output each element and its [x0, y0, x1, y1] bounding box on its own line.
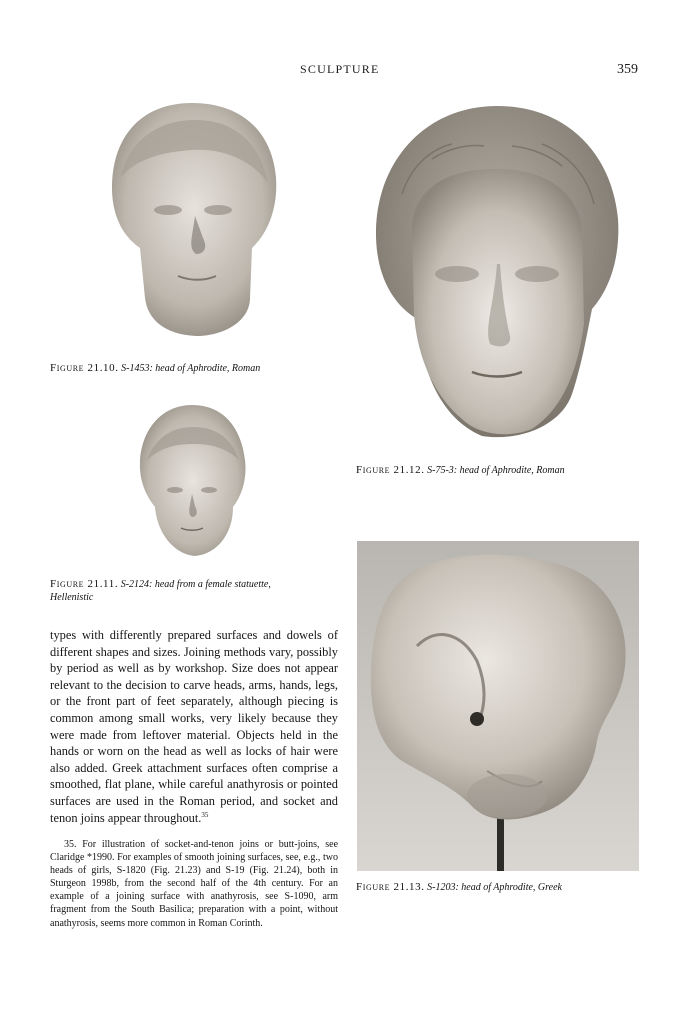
figure-21-11-caption: [50, 578, 271, 604]
figure-description-line2: Hellenistic: [50, 592, 94, 603]
figure-21-13-caption: [356, 881, 562, 894]
footnote-reference: 35: [201, 810, 209, 819]
figure-description: S-1453: head of Aphrodite, Roman: [121, 363, 261, 374]
body-paragraph: [50, 627, 338, 826]
figure-21-10-photo: [100, 98, 285, 343]
figure-description: S-1203: head of Aphrodite, Greek: [427, 882, 562, 893]
paragraph-text: types with differently prepared surfaces and dowels of different shapes and sizes. Joining methods vary, possibly by period as well as by workshop. Size does not appear relevant to the decision to carve heads, arms, hands, legs, or the front part of feet separately, although piecing is common among small works, very likely because they were made from leftover material. Objects held in the hands or worn on the head as well as locks of hair were also added. Greek attachment surfaces often comprise a smoothed, flat plane, while careful anathyrosis or pointed surfaces are used in the Roman period, and socket and tenon joins appear throughout.: [50, 628, 338, 825]
footnote-text: For illustration of socket-and-tenon joins or butt-joins, see Claridge *1990. For examples of smooth joining surfaces, see, e.g., two heads of girls, S-1820 (Fig. 21.23) and S-19 (Fig. 21.24), both in Sturgeon 1998b, from the second half of the 4th century. For an example of a joining surface with anathyrosis, see S-1090, arm fragment from the South Basilica; preparation with a point, without anathyrosis, seems more common in Roman Corinth.: [50, 839, 339, 929]
figure-21-12-photo: [372, 104, 622, 442]
figure-21-11-photo: [135, 402, 250, 560]
footnote-number: 35.: [64, 839, 77, 850]
figure-label: Figure 21.13.: [356, 881, 425, 893]
figure-21-13-photo: [357, 541, 639, 871]
figure-label: Figure 21.11.: [50, 578, 119, 590]
figure-label: Figure 21.12.: [356, 464, 425, 476]
figure-description-line1: S-2124: head from a female statuette,: [120, 579, 271, 590]
figure-21-10-caption: [50, 362, 260, 375]
footnote: [50, 838, 338, 930]
figure-label: Figure 21.10.: [50, 362, 119, 374]
figure-21-12-caption: [356, 464, 565, 477]
running-header-title: SCULPTURE: [300, 62, 380, 76]
figure-description: S-75-3: head of Aphrodite, Roman: [427, 465, 565, 476]
page-number: 359: [617, 62, 638, 77]
